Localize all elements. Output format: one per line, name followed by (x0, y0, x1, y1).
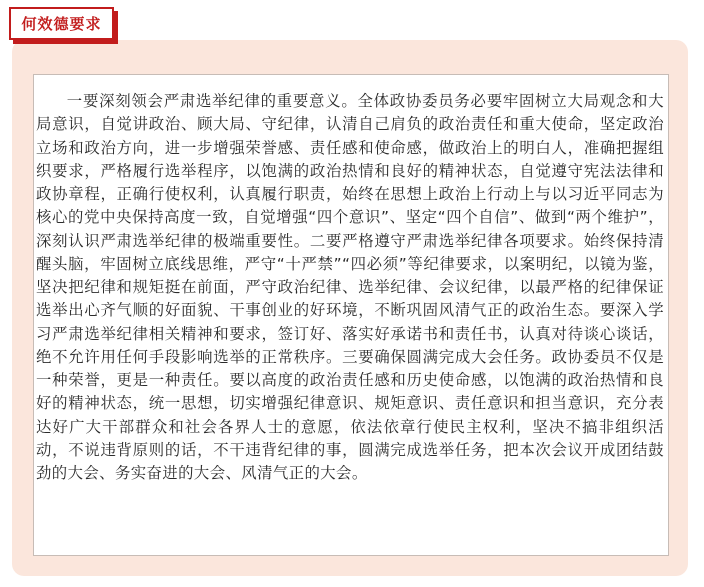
article-paragraph: 一要深刻领会严肃选举纪律的重要意义。全体政协委员务必要牢固树立大局观念和大局意识，自觉讲政治、顾大局、守纪律，认清自己肩负的政治责任和重大使命，坚定政治立场和政治方向，进一步增强荣誉感、责任感和使命感，做政治上的明白人，准确把握组织要求，严格履行选举程序，以饱满的政治热情和良好的精神状态，自觉遵守宪法法律和政协章程，正确行使权利，认真履行职责，始终在思想上政治上行动上与以习近平同志为核心的党中央保持高度一致，自觉增强“四个意识”、坚定“四个自信”、做到“两个维护”，深刻认识严肃选举纪律的极端重要性。二要严格遵守严肃选举纪律各项要求。始终保持清醒头脑，牢固树立底线思维，严守“十严禁”“四必须”等纪律要求，以案明纪，以镜为鉴，坚决把纪律和规矩挺在前面，严守政治纪律、选举纪律、会议纪律，以最严格的纪律保证选举出心齐气顺的好面貌、干事创业的好环境，不断巩固风清气正的政治生态。要深入学习严肃选举纪律相关精神和要求，签订好、落实好承诺书和责任书，认真对待谈心谈话，绝不允许用任何手段影响选举的正常秩序。三要确保圆满完成大会任务。政协委员不仅是一种荣誉，更是一种责任。要以高度的政治责任感和历史使命感，以饱满的政治热情和良好的精神状态，统一思想，切实增强纪律意识、规矩意识、责任意识和担当意识，充分表达好广大干部群众和社会各界人士的意愿，依法依章行使民主权利，坚决不搞非组织活动，不说违背原则的话，不干违背纪律的事，圆满完成选举任务，把本次会议开成团结鼓劲的大会、务实奋进的大会、风清气正的大会。 (36, 92, 664, 482)
section-title-tab (9, 7, 114, 40)
section-title: 何效德要求 (21, 15, 102, 33)
